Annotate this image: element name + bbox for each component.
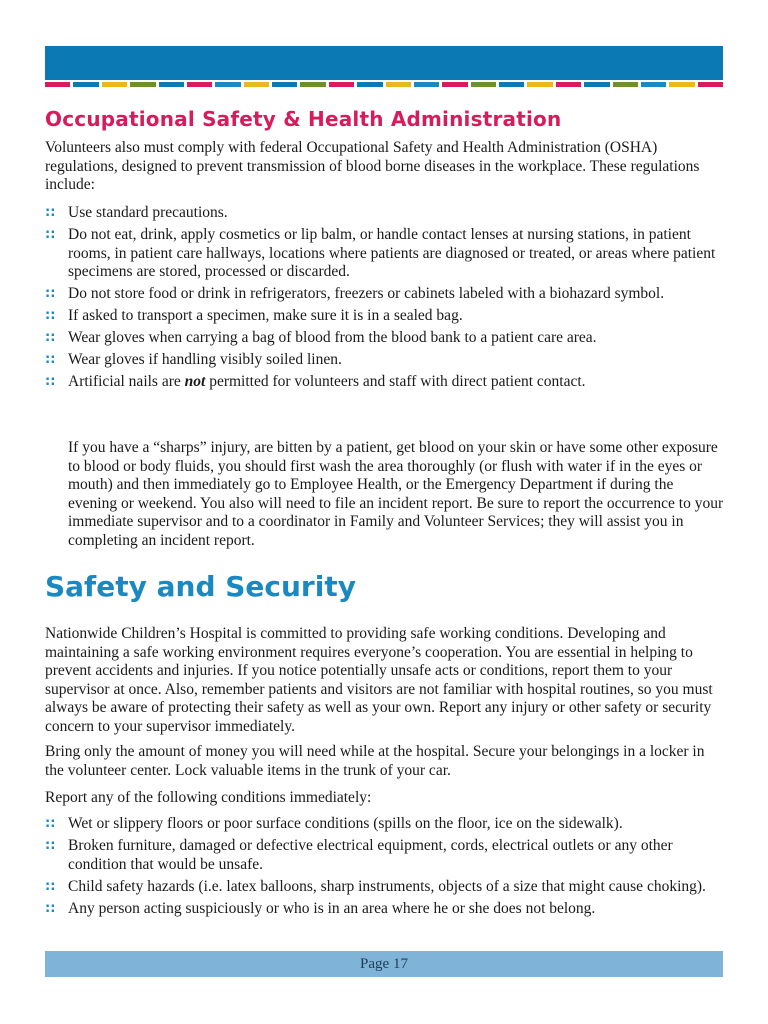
stripe-segment [73,82,98,87]
stripe-segment [244,82,269,87]
page-footer [45,951,723,977]
stripe-segment [414,82,439,87]
list-item: :: Do not eat, drink, apply cosmetics or lip balm, or handle contact lenses at nursing stations, in patient rooms, in patient care hallways, locations where patients are diagnosed or treated, or areas where patient specimens are stored, processed or discarded. [45,226,716,280]
stripe-segment [527,82,552,87]
osha-heading: Occupational Safety & Health Administration [45,107,562,131]
list-item: :: Wear gloves if handling visibly soiled linen. [45,351,342,368]
stripe-segment [357,82,382,87]
stripe-segment [556,82,581,87]
bullet-icon: :: [45,352,56,367]
bullet-icon: :: [45,286,56,301]
bullet-icon: :: [45,816,56,831]
bullet-icon: :: [45,878,56,894]
safety-paragraph-1: Nationwide Children’s Hospital is committed to providing safe working conditions. Developing and maintaining a safe working environment requires everyone’s cooperation. You are essential in helping to prevent accidents and injuries. If you notice potentially unsafe acts or conditions, report them to your supervisor at once. Also, remember patients and visitors are not familiar with hospital routines, so you must always be aware of protecting their safety as well as your own. Report any injury or other safety or security concern to your supervisor immediately. [45,625,713,735]
list-item: :: Wet or slippery floors or poor surface conditions (spills on the floor, ice on the sidewalk). [45,815,623,832]
stripe-segment [272,82,297,87]
stripe-segment [641,82,666,87]
bullet-icon: :: [45,205,56,220]
stripe-segment [102,82,127,87]
osha-intro: Volunteers also must comply with federal Occupational Safety and Health Administration (OSHA) regulations, designed to prevent transmission of blood borne diseases in the workplace. These regulations include: [45,139,700,193]
bullet-icon: :: [45,838,56,853]
list-item: :: Use standard precautions. [45,204,228,221]
page-number: Page 17 [360,955,408,972]
list-item: :: Do not store food or drink in refrigerators, freezers or cabinets labeled with a biohazard symbol. [45,285,665,302]
conditions-list [45,815,725,922]
stripe-segment [329,82,354,87]
sharps-injury-paragraph: If you have a “sharps” injury, are bitten by a patient, get blood on your skin or have some other exposure to blood or body fluids, you should first wash the area thoroughly (or flush with water if in the eyes or mouth) and then immediately go to Employee Health, or the Emergency Department if during the evening or weekend. You also will need to file an incident report. Be sure to report the occurrence to your immediate supervisor and to a coordinator in Family and Volunteer Services; they will assist you in completing an incident report. [68,439,724,549]
stripe-segment [187,82,212,87]
stripe-segment [442,82,467,87]
stripe-segment [215,82,240,87]
bullet-icon: :: [45,330,56,345]
list-item: :: Broken furniture, damaged or defective electrical equipment, cords, electrical outlets or any other condition that would be unsafe. [45,837,673,873]
safety-paragraph-3: Report any of the following conditions immediately: [45,789,372,806]
stripe-segment [45,82,70,87]
bullet-icon: :: [45,227,56,242]
stripe-segment [300,82,325,87]
osha-regulations-list [45,204,725,395]
stripe-segment [386,82,411,87]
header-banner [45,46,723,80]
stripe-segment [159,82,184,87]
stripe-segment [584,82,609,87]
stripe-segment [698,82,723,87]
list-item: :: If asked to transport a specimen, make sure it is in a sealed bag. [45,307,463,324]
emphasis-not: not [184,373,206,390]
stripe-segment [499,82,524,87]
bullet-icon: :: [45,900,56,916]
list-item: :: Wear gloves when carrying a bag of blood from the blood bank to a patient care area. [45,329,597,346]
bullet-icon: :: [45,308,56,323]
stripe-segment [130,82,155,87]
stripe-segment [613,82,638,87]
safety-heading: Safety and Security [45,570,356,603]
safety-paragraph-2: Bring only the amount of money you will need while at the hospital. Secure your belongings in a locker in the volunteer center. Lock valuable items in the trunk of your car. [45,743,705,779]
stripe-segment [471,82,496,87]
list-item: :: Artificial nails are not permitted for volunteers and staff with direct patient contact. [45,373,586,390]
stripe-segment [669,82,694,87]
bullet-icon: :: [45,374,56,389]
list-item: :: Child safety hazards (i.e. latex balloons, sharp instruments, objects of a size that might cause choking). [45,877,706,895]
list-item: :: Any person acting suspiciously or who is in an area where he or she does not belong. [45,899,596,917]
header-color-stripe [45,82,723,87]
